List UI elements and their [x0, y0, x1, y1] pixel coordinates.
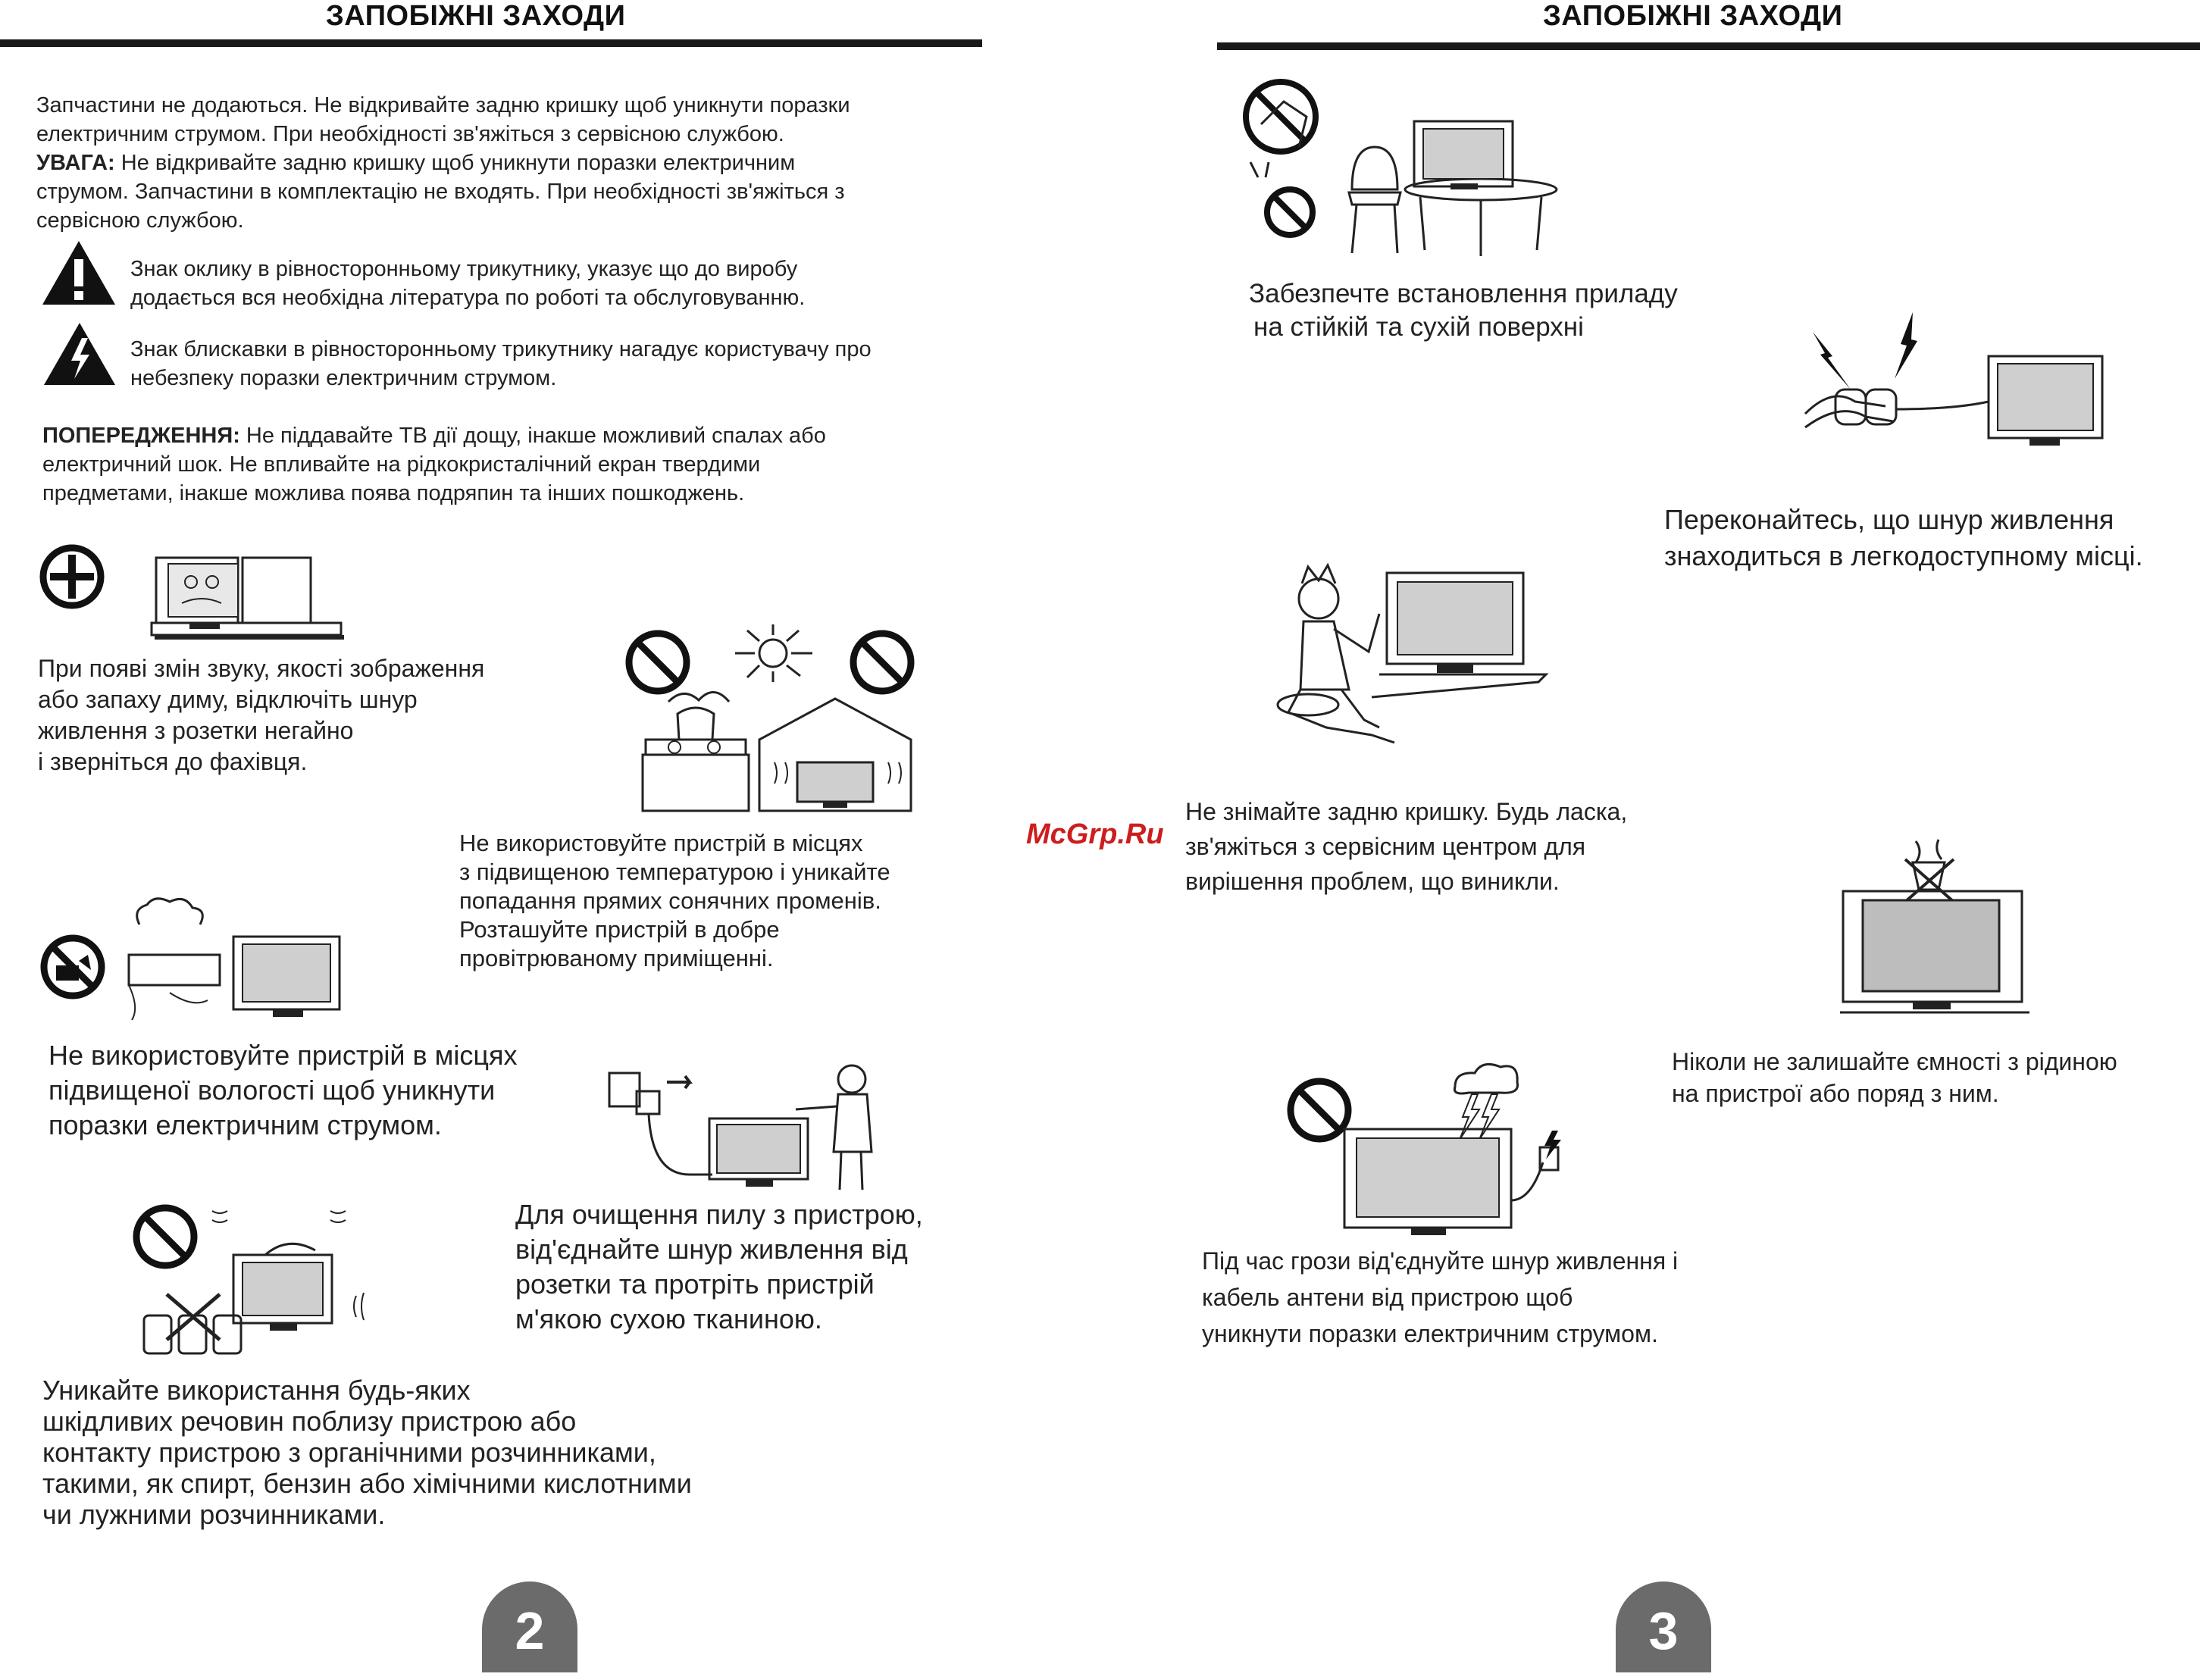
lightning-sign-text: Знак блискавки в рівносторонньому трикутнику нагадує користувачу про небезпеку поразки електричним струмом.: [130, 337, 872, 390]
page-number-left: 2: [482, 1581, 577, 1672]
caution-text: ПОПЕРЕДЖЕННЯ: Не піддавайте ТВ дії дощу, інакше можливий спалах або електричний шок. Не впливайте на рідкокристалічний екран твердими предметами, інакше можлива поява подряпин та інших пошкоджень.: [42, 424, 826, 505]
exclamation-sign-text: Знак оклику в рівносторонньому трикутнику, указує що до виробу додається вся необхідна література по роботі та обслуговуванню.: [130, 257, 806, 310]
left-page-title: ЗАПОБІЖНІ ЗАХОДИ: [326, 0, 626, 32]
sun-icon: [728, 620, 818, 688]
power-cord-illustration: [1802, 311, 2105, 455]
back-cover-illustration: [1266, 553, 1561, 765]
tv-cleaning-illustration: [606, 1061, 894, 1197]
tv-chemicals-illustration: [136, 1205, 386, 1364]
chemicals-text: Уникайте використання будь-яких шкідливих речовин поблизу пристрою або контакту пристрою з органічними розчинниками, такими, як спирт, бензин або хімічними кислотними чи лужними розчинниками.: [42, 1375, 692, 1530]
warning-label: УВАГА:: [36, 151, 115, 175]
page-number-right: 3: [1616, 1581, 1711, 1672]
liquids-text: Ніколи не залишайте ємності з рідиною на пристрої або поряд з ним.: [1672, 1048, 2117, 1107]
no-water-icon: [38, 932, 108, 1002]
cover-text: Не знімайте задню кришку. Будь ласка, зв'яжіться з сервісним центром для вирішення проблем, що виникли.: [1185, 798, 1628, 895]
watermark: McGrp.Ru: [1026, 818, 1164, 850]
right-title-rule: [1217, 42, 2200, 50]
intro-text: Запчастини не додаються. Не відкривайте задню кришку щоб уникнути поразки електричним струмом. При необхідності зв'яжіться з сервісною службою. УВАГА: Не відкривайте задню кришку щоб уникнути поразки електричним струмом. Запчастини в комплектацію не входять. При необхідності зв'яжіться з сервісною службою.: [36, 93, 850, 233]
cleaning-text: Для очищення пилу з пристрою, від'єднайте шнур живлення від розетки та протріть пристрій м'якою сухою тканиною.: [515, 1199, 923, 1334]
smoke-text: При появі змін звуку, якості зображення або запаху диму, відключіть шнур живлення з розетки негайно і зверніться до фахівця.: [38, 655, 485, 775]
stove-and-house-illustration: [638, 679, 956, 815]
tv-storm-illustration: [1341, 1056, 1584, 1238]
exclamation-triangle-icon: [41, 239, 117, 306]
heat-text: Не використовуйте пристрій в місцях з підвищеною температурою і уникайте попадання прямих сонячних променів. Розташуйте пристрій в добре провітрюваному приміщенні.: [459, 830, 890, 971]
liquids-illustration: [1840, 837, 2037, 1018]
left-title-rule: [0, 39, 982, 47]
caution-label: ПОПЕРЕДЖЕННЯ:: [42, 424, 240, 448]
tv-smoke-illustration: [152, 553, 356, 652]
tv-humidity-illustration: [124, 894, 382, 1023]
cord-text: Переконайтесь, що шнур живлення знаходиться в легкодоступному місці.: [1664, 504, 2143, 571]
storm-text: Під час грози від'єднуйте шнур живлення і кабель антени від пристрою щоб уникнути поразки електричним струмом.: [1202, 1247, 1679, 1347]
plus-circle-icon: [38, 543, 106, 611]
stable-text: Забезпечте встановлення приладу на стійкій та сухій поверхні: [1249, 279, 1678, 342]
lightning-triangle-icon: [42, 321, 117, 386]
stable-surface-illustration: [1238, 71, 1557, 268]
humidity-text: Не використовуйте пристрій в місцях підвищеної вологості щоб уникнути поразки електричним струмом.: [49, 1040, 518, 1140]
right-page-title: ЗАПОБІЖНІ ЗАХОДИ: [1543, 0, 1843, 32]
